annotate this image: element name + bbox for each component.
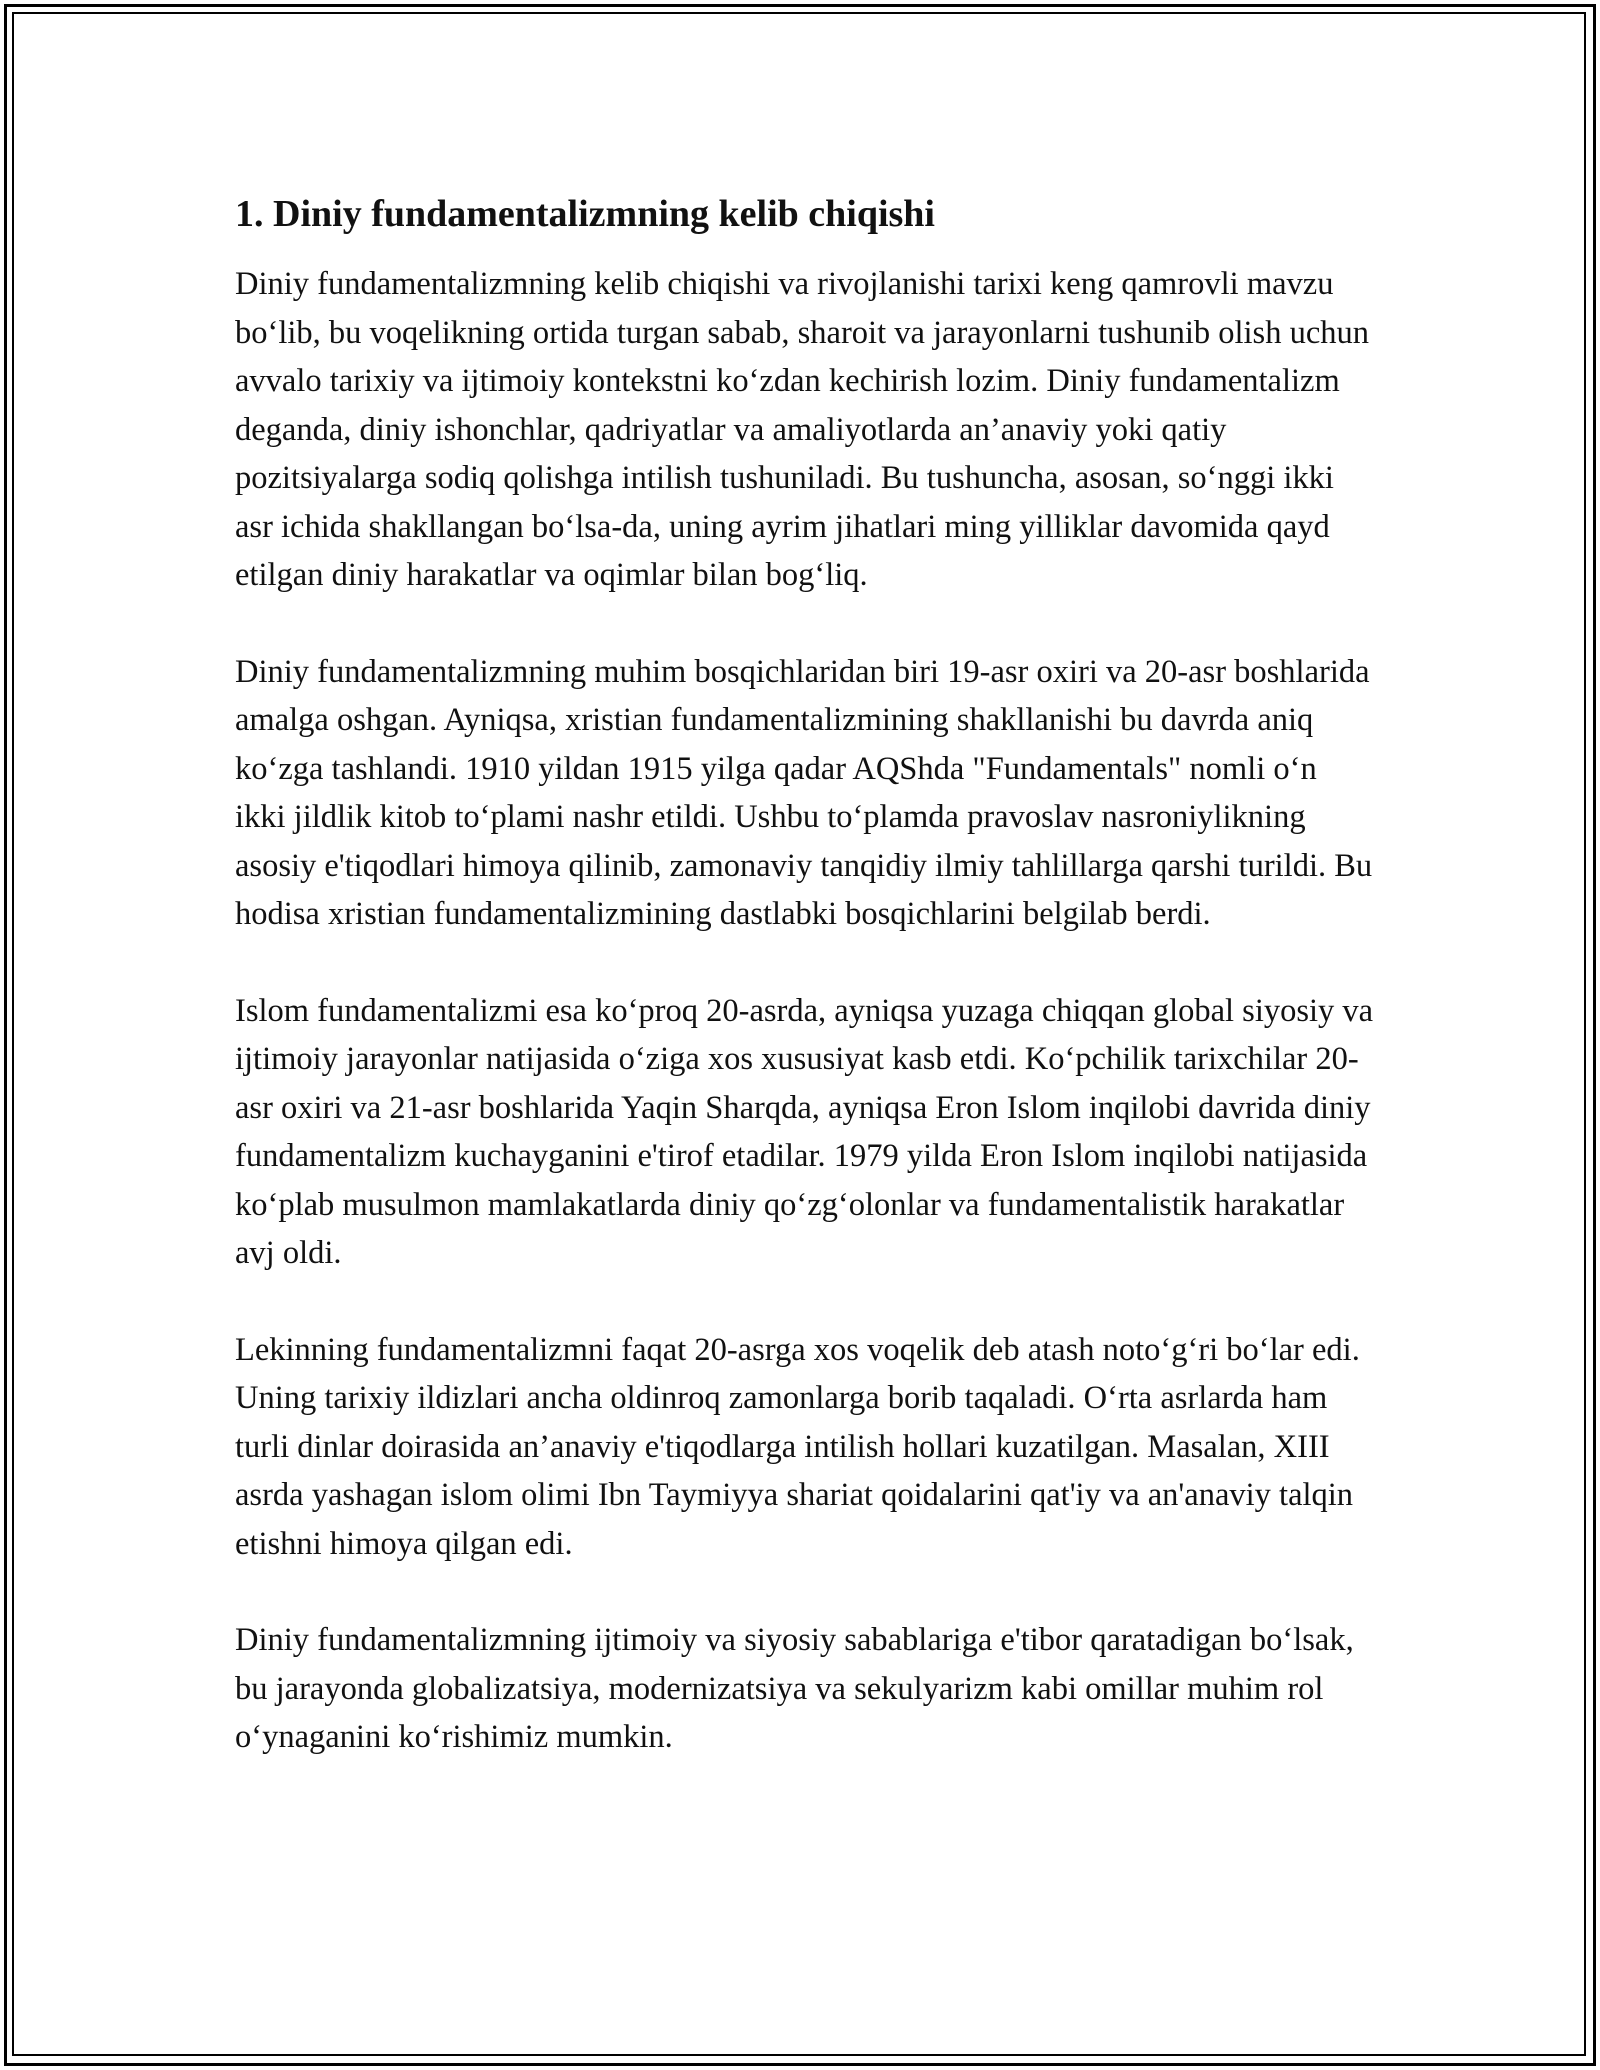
document-body xyxy=(235,188,1375,1810)
paragraph-2: Diniy fundamentalizmning muhim bosqichlaridan biri 19-asr oxiri va 20-asr boshlarida amalga oshgan. Ayniqsa, xristian fundamentalizmining shakllanishi bu davrda aniq ko‘zga tashlandi. 1910 yildan 1915 yilga qadar AQShda "Fundamentals" nomli o‘n ikki jildlik kitob to‘plami nashr etildi. Ushbu to‘plamda pravoslav nasroniylikning asosiy e'tiqodlari himoya qilinib, zamonaviy tanqidiy ilmiy tahlillarga qarshi turildi. Bu hodisa xristian fundamentalizmining dastlabki bosqichlarini belgilab berdi. xyxy=(235,653,1373,932)
section-heading: 1. Diniy fundamentalizmning kelib chiqishi xyxy=(235,193,935,235)
paragraph-3: Islom fundamentalizmi esa ko‘proq 20-asrda, ayniqsa yuzaga chiqqan global siyosiy va ijtimoiy jarayonlar natijasida o‘ziga xos xususiyat kasb etdi. Ko‘pchilik tarixchilar 20-asr oxiri va 21-asr boshlarida Yaqin Sharqda, ayniqsa Eron Islom inqilobi davrida diniy fundamentalizm kuchayganini e'tirof etadilar. 1979 yilda Eron Islom inqilobi natijasida ko‘plab musulmon mamlakatlarda diniy qo‘zg‘olonlar va fundamentalistik harakatlar avj oldi. xyxy=(235,992,1374,1271)
paragraph-4: Lekinning fundamentalizmni faqat 20-asrga xos voqelik deb atash noto‘g‘ri bo‘lar edi. Uning tarixiy ildizlari ancha oldinroq zamonlarga borib taqaladi. O‘rta asrlarda ham turli dinlar doirasida an’anaviy e'tiqodlarga intilish hollari kuzatilgan. Masalan, XIII asrda yashagan islom olimi Ibn Taymiyya shariat qoidalarini qat'iy va an'anaviy talqin etishni himoya qilgan edi. xyxy=(235,1331,1360,1562)
paragraph-1: Diniy fundamentalizmning kelib chiqishi va rivojlanishi tarixi keng qamrovli mavzu bo‘lib, bu voqelikning ortida turgan sabab, sharoit va jarayonlarni tushunib olish uchun avvalo tarixiy va ijtimoiy kontekstni ko‘zdan kechirish lozim. Diniy fundamentalizm deganda, diniy ishonchlar, qadriyatlar va amaliyotlarda an’anaviy yoki qatiy pozitsiyalarga sodiq qolishga intilish tushuniladi. Bu tushuncha, asosan, so‘nggi ikki asr ichida shakllangan bo‘lsa-da, uning ayrim jihatlari ming yilliklar davomida qayd etilgan diniy harakatlar va oqimlar bilan bog‘liq. xyxy=(235,266,1369,593)
paragraph-5: Diniy fundamentalizmning ijtimoiy va siyosiy sabablariga e'tibor qaratadigan bo‘lsak, bu jarayonda globalizatsiya, modernizatsiya va sekulyarizm kabi omillar muhim rol o‘ynaganini ko‘rishimiz mumkin. xyxy=(235,1622,1354,1755)
